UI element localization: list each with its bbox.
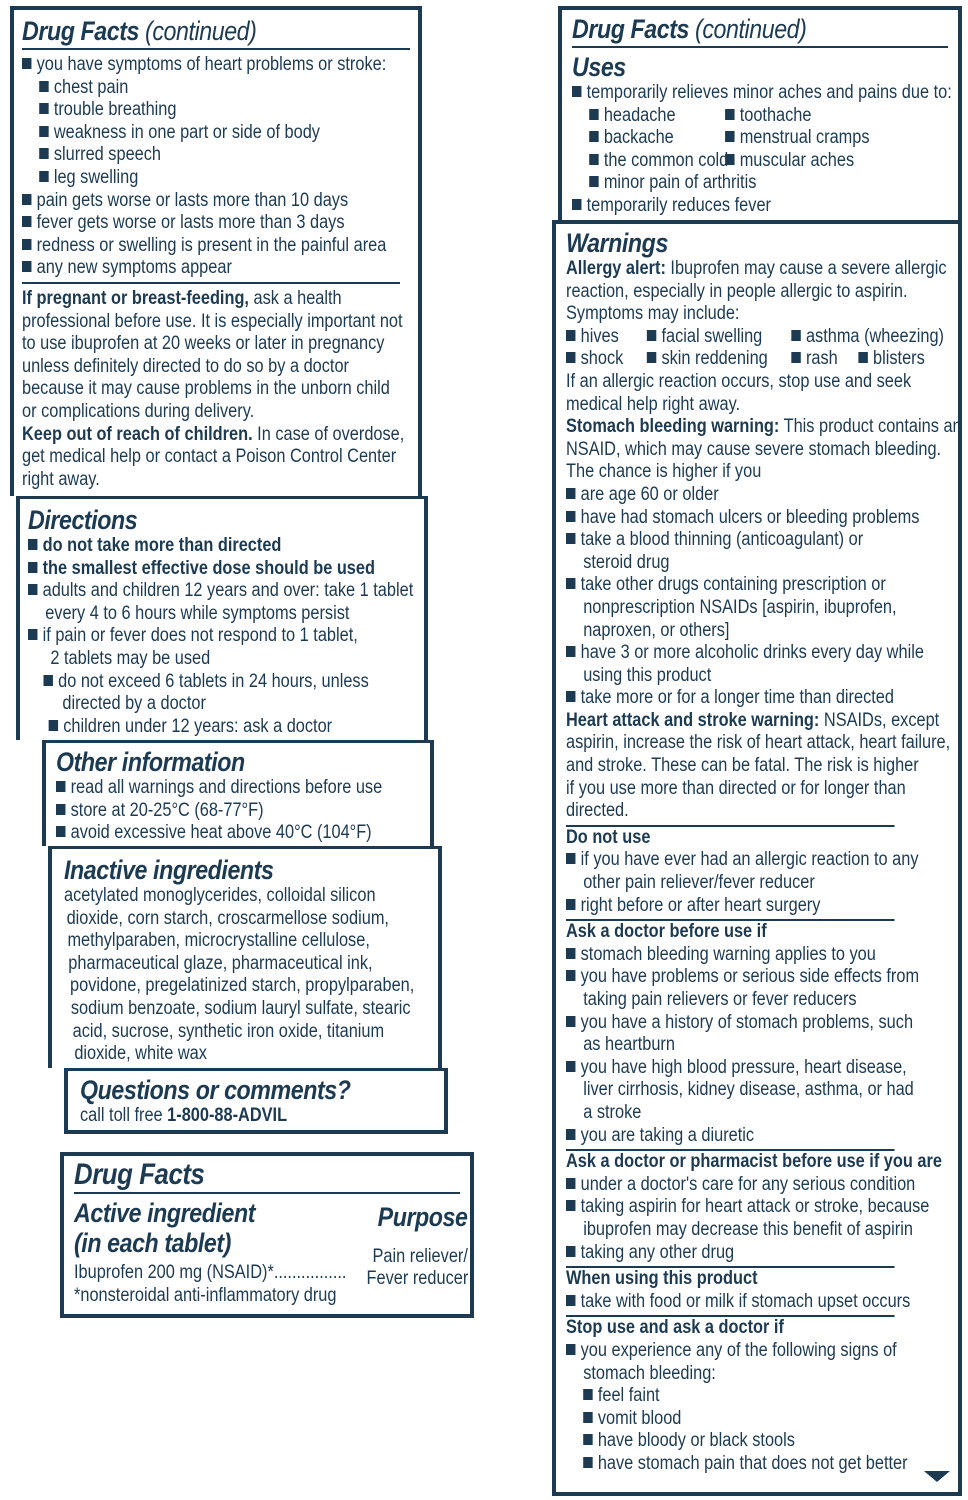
list-item: weakness in one part or side of body bbox=[22, 122, 356, 145]
list-item-cont: using this product bbox=[583, 664, 712, 686]
inactive-line: acetylated monoglycerides, colloidal silicon bbox=[64, 885, 376, 906]
warnings-panel bbox=[552, 220, 962, 1496]
list-item-cont: taking pain relievers or fever reducers bbox=[583, 989, 857, 1010]
list-item: have 3 or more alcoholic drinks every day while bbox=[566, 642, 895, 665]
list-item-cont: ibuprofen may decrease this benefit of aspirin bbox=[583, 1218, 913, 1240]
list-item-cont: liver cirrhosis, kidney disease, asthma, or had bbox=[583, 1079, 914, 1101]
purpose-title: Purpose bbox=[378, 1202, 468, 1232]
other-info-panel bbox=[42, 740, 434, 846]
list-item: minor pain of arthritis bbox=[572, 172, 895, 195]
uses-row: headache toothache bbox=[572, 105, 895, 128]
allergy-alert: Allergy alert: Ibuprofen may cause a severe allergic bbox=[566, 258, 947, 279]
list-item: take other drugs containing prescription or bbox=[566, 574, 895, 597]
list-item: take with food or milk if stomach upset occurs bbox=[566, 1291, 895, 1314]
list-item: do not take more than directed bbox=[28, 535, 362, 558]
list-item: leg swelling bbox=[22, 167, 356, 190]
allergy-line: Symptoms may include: bbox=[566, 303, 740, 325]
pregnancy-warning: If pregnant or breast-feeding, ask a health bbox=[22, 287, 342, 309]
list-item: slurred speech bbox=[22, 144, 356, 167]
list-item: trouble breathing bbox=[22, 99, 356, 122]
allergy-row: shock skin reddening rash blisters bbox=[566, 348, 895, 371]
stop-use-title: Stop use and ask a doctor if bbox=[566, 1315, 895, 1340]
inactive-title: Inactive ingredients bbox=[64, 855, 274, 885]
warnings-title: Warnings bbox=[566, 228, 668, 258]
list-item-cont: directed by a doctor bbox=[62, 693, 206, 715]
active-ingredient-title: Active ingredient bbox=[74, 1198, 256, 1228]
drug-facts-box bbox=[60, 1152, 474, 1318]
list-item: any new symptoms appear bbox=[22, 257, 356, 280]
pregnancy-line: to use ibuprofen at 20 weeks or later in pregnancy bbox=[22, 333, 385, 355]
inactive-line: sodium benzoate, sodium lauryl sulfate, stearic bbox=[70, 997, 411, 1019]
stomach-line: The chance is higher if you bbox=[566, 461, 762, 483]
list-item: redness or swelling is present in the painful area bbox=[22, 235, 356, 258]
list-item: are age 60 or older bbox=[566, 484, 895, 507]
purpose-line: Pain reliever/ bbox=[372, 1246, 468, 1267]
list-item: store at 20-25°C (68-77°F) bbox=[56, 800, 369, 823]
inactive-ingredients-panel bbox=[48, 846, 442, 1068]
list-item: feel faint bbox=[566, 1385, 895, 1408]
list-item: you have symptoms of heart problems or stroke: bbox=[22, 54, 356, 77]
list-item-cont: naproxen, or others] bbox=[583, 619, 730, 641]
allergy-row: hives facial swelling asthma (wheezing) bbox=[566, 326, 895, 349]
ask-pharmacist-title: Ask a doctor or pharmacist before use if you are bbox=[566, 1151, 942, 1173]
list-item-cont: nonprescription NSAIDs [aspirin, ibuprofen, bbox=[583, 596, 897, 618]
list-item: temporarily relieves minor aches and pains due to: bbox=[572, 82, 895, 105]
list-item: adults and children 12 years and over: take 1 tablet bbox=[28, 580, 362, 603]
ingredient-line: Ibuprofen 200 mg (NSAID)*................ bbox=[74, 1262, 347, 1283]
heart-line: if you use more than directed or for longer than bbox=[566, 777, 906, 799]
list-item: avoid excessive heat above 40°C (104°F) bbox=[56, 822, 369, 845]
inactive-line: methylparaben, microcrystalline cellulose, bbox=[67, 930, 370, 952]
list-item: taking aspirin for heart attack or stroke, because bbox=[566, 1196, 895, 1219]
allergy-line: medical help right away. bbox=[566, 393, 741, 415]
phone-number: 1-800-88-ADVIL bbox=[167, 1105, 288, 1126]
left-continued-panel bbox=[10, 6, 422, 496]
inactive-line: dioxide, corn starch, croscarmellose sodium, bbox=[66, 907, 389, 929]
other-info-title: Other information bbox=[56, 747, 245, 777]
inactive-line: dioxide, white wax bbox=[74, 1043, 207, 1065]
list-item-cont: steroid drug bbox=[583, 551, 670, 573]
list-item: pain gets worse or lasts more than 10 days bbox=[22, 190, 356, 213]
list-item: have stomach pain that does not get better bbox=[566, 1453, 895, 1476]
inactive-line: povidone, pregelatinized starch, propylparaben, bbox=[70, 975, 415, 997]
heart-line: aspirin, increase the risk of heart attack, heart failure, bbox=[566, 732, 951, 754]
active-ingredient-subtitle: (in each tablet) bbox=[74, 1228, 231, 1258]
list-item-cont: other pain reliever/fever reducer bbox=[583, 872, 815, 894]
pregnancy-line: unless definitely directed to do so by a doctor bbox=[22, 355, 350, 377]
list-item-cont: every 4 to 6 hours while symptoms persist bbox=[45, 602, 350, 624]
questions-title: Questions or comments? bbox=[80, 1075, 351, 1105]
right-title: Drug Facts (continued) bbox=[572, 14, 807, 44]
pregnancy-line: professional before use. It is especially important not bbox=[22, 310, 403, 332]
list-item: take more or for a longer time than directed bbox=[566, 687, 895, 710]
allergy-line: reaction, especially in people allergic to aspirin. bbox=[566, 280, 908, 302]
list-item: you are taking a diuretic bbox=[566, 1125, 895, 1148]
pregnancy-line: or complications during delivery. bbox=[22, 400, 255, 422]
list-item-cont: 2 tablets may be used bbox=[50, 647, 211, 669]
purpose-line: Fever reducer bbox=[366, 1268, 468, 1289]
stomach-warning: Stomach bleeding warning: This product contains an bbox=[566, 416, 962, 438]
facts-title: Drug Facts bbox=[74, 1158, 205, 1191]
uses-title: Uses bbox=[572, 52, 626, 82]
list-item: fever gets worse or lasts more than 3 days bbox=[22, 212, 356, 235]
left-title: Drug Facts (continued) bbox=[22, 16, 257, 46]
stomach-line: NSAID, which may cause severe stomach bleeding. bbox=[566, 438, 942, 460]
inactive-line: acid, sucrose, synthetic iron oxide, titanium bbox=[72, 1020, 385, 1042]
list-item: if you have ever had an allergic reaction to any bbox=[566, 849, 895, 872]
ask-doctor-title: Ask a doctor before use if bbox=[566, 919, 895, 944]
inactive-line: pharmaceutical glaze, pharmaceutical ink, bbox=[68, 952, 373, 974]
heart-line: directed. bbox=[566, 800, 629, 822]
list-item: right before or after heart surgery bbox=[566, 895, 895, 918]
list-item: vomit blood bbox=[566, 1408, 895, 1431]
list-item: have had stomach ulcers or bleeding problems bbox=[566, 507, 895, 530]
list-item: taking any other drug bbox=[566, 1242, 895, 1265]
list-item: do not exceed 6 tablets in 24 hours, unless bbox=[28, 671, 362, 694]
keep-out-warning: Keep out of reach of children. In case of overdose, bbox=[22, 423, 405, 445]
continue-arrow-icon bbox=[924, 1471, 950, 1482]
keep-out-line: get medical help or contact a Poison Control Center bbox=[22, 446, 397, 468]
list-item: you have a history of stomach problems, such bbox=[566, 1012, 895, 1035]
pregnancy-line: because it may cause problems in the unborn child bbox=[22, 378, 390, 400]
list-item: temporarily reduces fever bbox=[572, 195, 895, 218]
list-item: read all warnings and directions before use bbox=[56, 777, 369, 800]
list-item: take a blood thinning (anticoagulant) or bbox=[566, 529, 895, 552]
list-item-cont: a stroke bbox=[583, 1101, 642, 1123]
list-item: under a doctor's care for any serious condition bbox=[566, 1174, 895, 1197]
list-item: you have problems or serious side effects from bbox=[566, 966, 895, 989]
directions-title: Directions bbox=[28, 505, 138, 535]
list-item-cont: as heartburn bbox=[583, 1034, 675, 1056]
do-not-use-title: Do not use bbox=[566, 825, 895, 850]
list-item: stomach bleeding warning applies to you bbox=[566, 944, 895, 967]
list-item-cont: stomach bleeding: bbox=[583, 1362, 716, 1384]
list-item: if pain or fever does not respond to 1 tablet, bbox=[28, 625, 362, 648]
when-using-title: When using this product bbox=[566, 1266, 895, 1291]
questions-contact: call toll free 1-800-88-ADVIL bbox=[80, 1105, 288, 1126]
list-item: you experience any of the following signs of bbox=[566, 1340, 895, 1363]
uses-row: the common cold muscular aches bbox=[572, 150, 895, 173]
list-item: the smallest effective dose should be used bbox=[28, 558, 362, 581]
heart-warning: Heart attack and stroke warning: NSAIDs, except bbox=[566, 709, 940, 731]
uses-row: backache menstrual cramps bbox=[572, 127, 895, 150]
questions-panel bbox=[64, 1068, 448, 1134]
list-item: children under 12 years: ask a doctor bbox=[28, 716, 362, 739]
directions-panel bbox=[16, 496, 428, 740]
allergy-line: If an allergic reaction occurs, stop use and seek bbox=[566, 370, 912, 392]
keep-out-line: right away. bbox=[22, 468, 100, 490]
list-item: have bloody or black stools bbox=[566, 1430, 895, 1453]
list-item: chest pain bbox=[22, 77, 356, 100]
right-continued-panel bbox=[558, 6, 962, 220]
heart-line: and stroke. These can be fatal. The risk is higher bbox=[566, 755, 919, 777]
footnote: *nonsteroidal anti-inflammatory drug bbox=[74, 1284, 337, 1306]
list-item: you have high blood pressure, heart disease, bbox=[566, 1057, 895, 1080]
